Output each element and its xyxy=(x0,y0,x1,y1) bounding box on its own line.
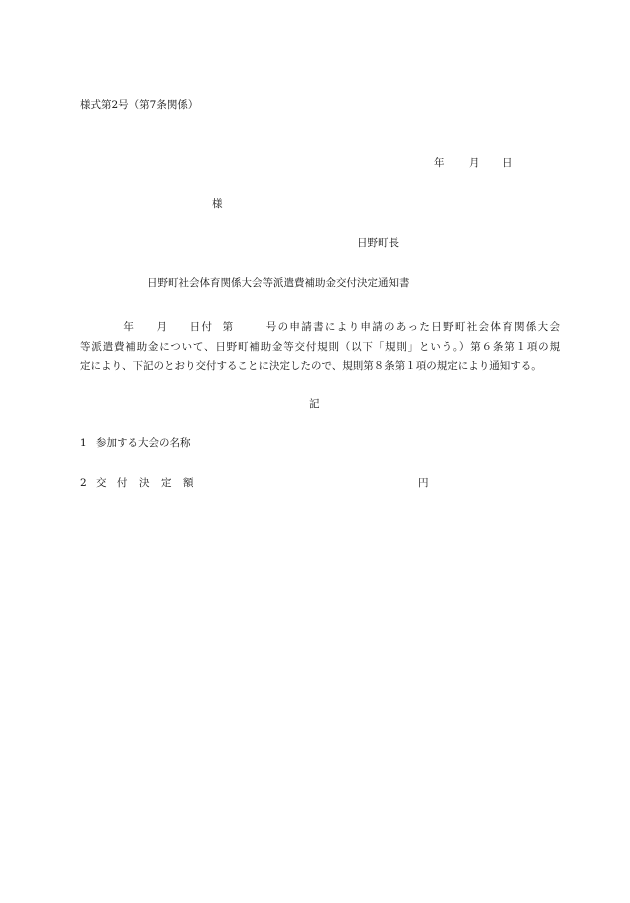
body-line-1-rest: 号の申請書により申請のあった日野町社会体育関係大会 xyxy=(264,321,561,333)
body-line-2: 等派遣費補助金について、日野町補助金等交付規則（以下「規則」という。）第６条第１項の規 xyxy=(80,340,560,353)
body-day-suffix: 日付 xyxy=(188,321,214,333)
date-year: 年 xyxy=(434,157,445,169)
notice-body xyxy=(80,318,560,377)
body-month: 月 xyxy=(155,321,169,333)
body-line-1 xyxy=(80,318,560,338)
body-number-prefix: 第 xyxy=(221,321,235,333)
item-2-unit: 円 xyxy=(418,477,429,489)
item-2-char-3: 決 xyxy=(139,477,150,489)
item-1-label: 参加する大会の名称 xyxy=(96,437,191,449)
ki-heading: 記 xyxy=(309,398,320,410)
form-number: 様式第2号（第7条関係） xyxy=(80,99,199,111)
date-month: 月 xyxy=(469,157,480,169)
item-1-number: 1 xyxy=(80,437,87,449)
item-2-char-1: 交 xyxy=(96,477,107,489)
recipient-suffix: 様 xyxy=(212,198,223,210)
date-day: 日 xyxy=(502,157,513,169)
item-2-number: 2 xyxy=(80,477,87,489)
item-2-char-2: 付 xyxy=(117,477,128,489)
body-year: 年 xyxy=(122,321,136,333)
document-title: 日野町社会体育関係大会等派遣費補助金交付決定通知書 xyxy=(147,277,410,289)
item-2-char-4: 定 xyxy=(161,477,172,489)
body-line-3: 定により、下記のとおり交付することに決定したので、規則第８条第１項の規定により通知する。 xyxy=(80,360,542,372)
issuer-name: 日野町長 xyxy=(357,237,399,249)
item-2-char-5: 額 xyxy=(183,477,194,489)
